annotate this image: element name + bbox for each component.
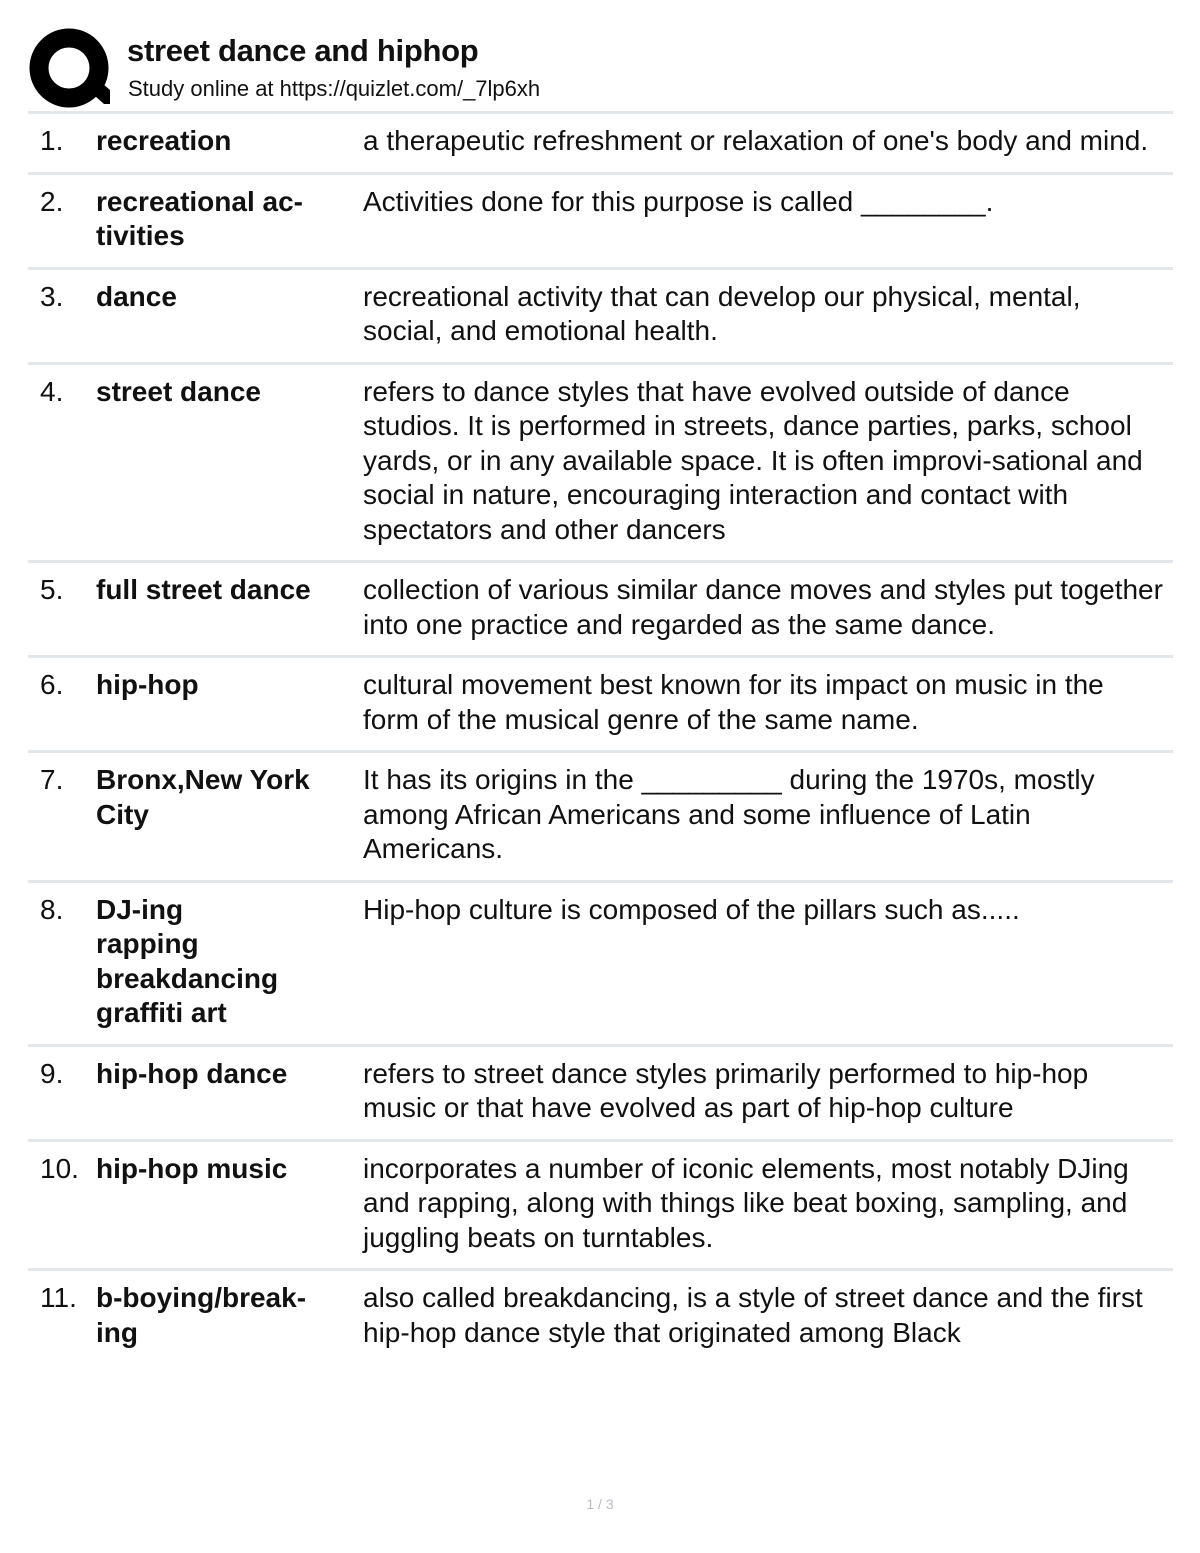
item-term: hip-hop dance [96,1057,288,1089]
item-number: 6. [40,669,64,700]
quizlet-logo-icon [28,28,112,112]
list-item [28,1047,1173,1142]
item-term: full street dance [96,574,311,605]
item-number: 10. [40,1152,79,1184]
item-number: 1. [40,125,64,156]
item-definition: Hip-hop culture is composed of the pillars such as..... [363,893,1020,925]
item-definition: collection of various similar dance moves and styles put together into one practice and regarded as the same dance. [363,574,1163,640]
item-number: 9. [40,1057,64,1089]
item-term: Bronx,New York City [96,764,310,830]
page-header [28,28,1173,112]
list-item [28,563,1173,658]
item-number: 11. [40,1282,77,1313]
list-item [28,175,1173,270]
list-item [28,1271,1173,1363]
list-item [28,658,1173,753]
page-title: street dance and hiphop [127,33,479,68]
term-list [28,114,1173,1363]
item-definition: a therapeutic refreshment or relaxation of one's body and mind. [363,125,1149,156]
item-number: 3. [40,280,64,312]
item-definition: also called breakdancing, is a style of street dance and the first hip-hop dance style that originated among Black [363,1282,1143,1348]
page-number: 1 / 3 [586,1496,614,1512]
study-link[interactable]: Study online at https://quizlet.com/_7lp6xh [128,76,541,101]
item-definition: refers to dance styles that have evolved outside of dance studios. It is performed in streets, dance parties, parks, school yards, or in any available space. It is often improvi-sational and social in nature, encouraging interaction and contact with spectators and other dancers [363,375,1143,545]
item-definition: Activities done for this purpose is called ________. [363,185,994,217]
list-item [28,365,1173,564]
item-number: 2. [40,185,64,217]
item-number: 8. [40,893,64,925]
item-number: 5. [40,574,64,605]
item-definition: It has its origins in the _________ during the 1970s, mostly among African Americans and some influence of Latin Americans. [363,764,1095,864]
item-definition: recreational activity that can develop our physical, mental, social, and emotional health. [363,280,1081,346]
item-number: 7. [40,764,64,795]
item-term: b-boying/break- ing [96,1282,307,1348]
item-number: 4. [40,375,64,407]
item-term: hip-hop [96,669,199,700]
item-term: DJ-ing rapping breakdancing graffiti art [96,893,279,1028]
item-term: dance [96,280,177,312]
list-item [28,270,1173,365]
item-term: recreation [96,125,232,156]
item-definition: cultural movement best known for its impact on music in the form of the musical genre of the same name. [363,669,1104,735]
item-definition: refers to street dance styles primarily performed to hip-hop music or that have evolved as part of hip-hop culture [363,1057,1089,1123]
list-item [28,883,1173,1047]
item-term: recreational ac- tivities [96,185,303,251]
item-term: hip-hop music [96,1152,288,1184]
list-item [28,114,1173,175]
item-term: street dance [96,375,261,407]
item-definition: incorporates a number of iconic elements, most notably DJing and rapping, along with things like beat boxing, sampling, and juggling beats on turntables. [363,1152,1129,1253]
list-item [28,1142,1173,1272]
list-item [28,753,1173,883]
